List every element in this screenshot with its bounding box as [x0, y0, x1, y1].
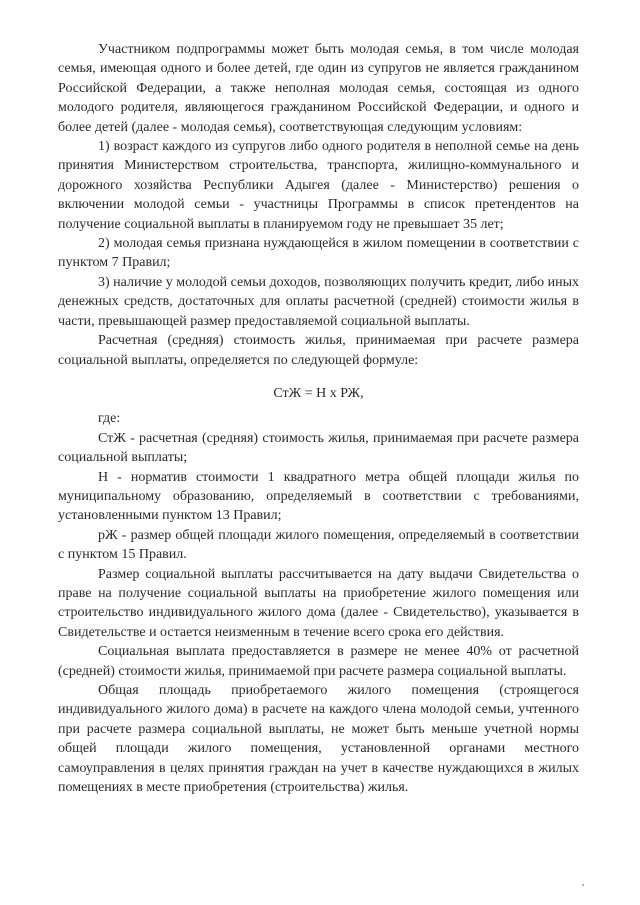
- formula: СтЖ = Н х РЖ,: [273, 385, 364, 401]
- paragraph-payment-minimum: Социальная выплата предоставляется в размере не менее 40% от расчетной (средней) стоимости жилья, принимаемой при расчете размера социальной выплаты.: [58, 644, 579, 679]
- document-body: [58, 40, 579, 797]
- paragraph-cost-formula-intro: Расчетная (средняя) стоимость жилья, принимаемая при расчете размера социальной выплаты, определяется по следующей формуле:: [58, 333, 579, 368]
- paragraph-definition-rzh: рЖ - размер общей площади жилого помещения, определяемый в соответствии с пунктом 15 Правил.: [58, 527, 579, 563]
- scan-speck: [582, 884, 584, 886]
- where-label: где:: [98, 411, 121, 427]
- paragraph-condition-1: 1) возраст каждого из супругов либо одного родителя в неполной семье на день принятия Министерством строительства, транспорта, жилищно-коммунального и дорожного хозяйства Республики Адыгея (далее - Министерство) решения о включении молодой семьи - участницы Программы в список претендентов на получение социальной выплаты в планируемом году не превышает 35 лет;: [58, 139, 579, 232]
- paragraph-definition-stzh: СтЖ - расчетная (средняя) стоимость жилья, принимаемая при расчете размера социальной выплаты;: [58, 430, 579, 466]
- paragraph-area-requirement: Общая площадь приобретаемого жилого помещения (строящегося индивидуального жилого дома) в расчете на каждого члена молодой семьи, учтенного при расчете размера социальной выплаты, не может быть меньше учетной нормы общей площади жилого помещения, установленной органами местного самоуправления в целях принятия граждан на учет в качестве нуждающихся в жилых помещениях в месте приобретения (строительства) жилья.: [58, 683, 579, 796]
- paragraph-definition-n: Н - норматив стоимости 1 квадратного метра общей площади жилья по муниципальному образованию, определяемый в соответствии с требованиями, установленными пунктом 13 Правил;: [58, 469, 579, 524]
- paragraph-condition-2: 2) молодая семья признана нуждающейся в жилом помещении в соответствии с пунктом 7 Правил;: [58, 236, 579, 271]
- paragraph-eligibility: Участником подпрограммы может быть молодая семья, в том числе молодая семья, имеющая одного и более детей, где один из супругов не является гражданином Российской Федерации, а также неполная молодая семья, состоящая из одного молодого родителя, являющегося гражданином Российской Федерации, и одного и более детей (далее - молодая семья), соответствующая следующим условиям:: [58, 42, 579, 135]
- paragraph-condition-3: 3) наличие у молодой семьи доходов, позволяющих получить кредит, либо иных денежных средств, достаточных для оплаты расчетной (средней) стоимости жилья в части, превышающей размер предоставляемой социальной выплаты.: [58, 274, 579, 329]
- paragraph-payment-size: Размер социальной выплаты рассчитывается на дату выдачи Свидетельства о праве на получение социальной выплаты на приобретение жилого помещения или строительство индивидуального жилого дома (далее - Свидетельство), указывается в Свидетельстве и остается неизменным в течение всего срока его действия.: [58, 566, 579, 640]
